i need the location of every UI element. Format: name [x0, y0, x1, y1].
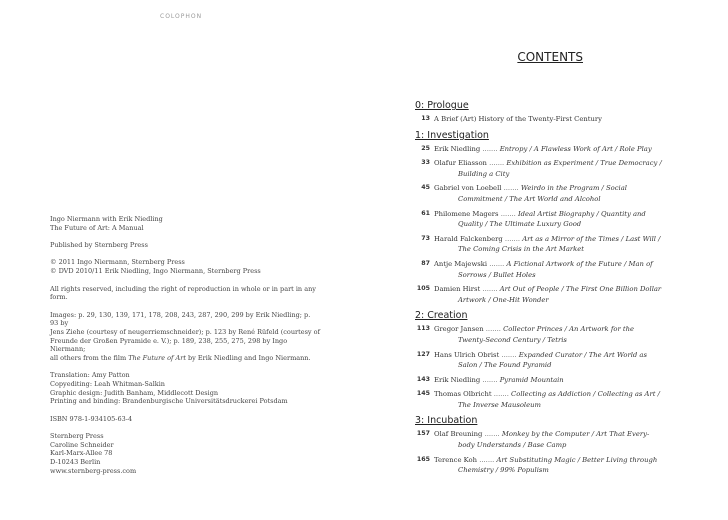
page-number: 13 [421, 115, 430, 122]
entry-text [430, 375, 695, 386]
entry-author: Harald Falckenberg [434, 234, 503, 243]
toc-entry [415, 375, 695, 386]
colophon-line: Graphic design: Judith Banham, Middlecott Design [50, 388, 219, 397]
leader-dots: ....... [477, 455, 497, 464]
entry-title: Art Out of People / The First One Billion Dollar [499, 285, 662, 294]
toc-entry [415, 158, 695, 179]
entry-author: A Brief (Art) History of the Twenty-First Century [434, 115, 602, 123]
images-prefix: all others from the film [50, 353, 129, 362]
entry-text [430, 324, 695, 345]
colophon-credits [50, 215, 320, 249]
entry-text [430, 183, 695, 204]
entry-title-continued: Sorrows / Bullet Holes [458, 270, 536, 279]
toc-section [415, 415, 695, 475]
leader-dots: ....... [480, 144, 500, 153]
colophon-isbn [50, 415, 320, 424]
colophon-line: Translation: Amy Patton [50, 371, 130, 380]
entry-title: Entropy / A Flawless Work of Art / Role Play [499, 144, 652, 153]
page-number: 33 [421, 159, 430, 167]
entry-text [430, 429, 695, 450]
address-line: Karl-Marx-Allee 78 [50, 449, 113, 458]
entry-title: Monkey by the Computer / Art That Every- [501, 430, 650, 439]
entry-author: Erik Niedling [434, 144, 481, 153]
toc-entry [415, 259, 695, 280]
entry-text [430, 114, 695, 125]
leader-dots: ....... [499, 350, 519, 359]
isbn: ISBN 978-1-934105-63-4 [50, 414, 133, 423]
toc-entry [415, 144, 695, 155]
entry-text [430, 209, 695, 230]
entry-author: Erik Niedling [434, 375, 481, 384]
running-head: COLOPHON [160, 13, 203, 20]
colophon-line [50, 354, 320, 363]
entry-title: Expanded Curator / The Art World as [518, 350, 647, 359]
address-line: D-10243 Berlin [50, 458, 101, 467]
entry-title: Ideal Artist Biography / Quantity and [518, 209, 646, 218]
entry-title-continued: The Coming Crisis in the Art Market [458, 245, 585, 254]
entry-author: Gabriel von Loebell [434, 184, 502, 193]
table-of-contents [415, 100, 695, 481]
section-title: 3: Incubation [415, 415, 478, 427]
colophon-line: © DVD 2010/11 Erik Niedling, Ingo Niermann, Sternberg Press [50, 266, 261, 275]
entry-title: Art Substituting Magic / Better Living through [496, 455, 658, 464]
leader-dots: ....... [487, 259, 507, 268]
entry-title-continued: Chemistry / 99% Populism [458, 466, 549, 475]
leader-dots: ....... [498, 209, 518, 218]
entry-title-continued: body Understands / Base Camp [458, 441, 567, 450]
leader-dots: ....... [480, 375, 500, 384]
page-number: 61 [421, 209, 430, 217]
colophon [50, 215, 320, 484]
entry-title: Art as a Mirror of the Times / Last Will / [522, 234, 661, 243]
leader-dots: ....... [483, 325, 504, 334]
entry-author: Olafur Eliasson [434, 159, 487, 168]
colophon-rights [50, 285, 320, 302]
entry-text [430, 234, 695, 255]
entry-title-continued: The Inverse Mausoleum [458, 400, 541, 409]
colophon-line: Jens Ziehe (courtesy of neugerriemschneider); p. 123 by René Rüfeld (courtesy of [50, 327, 320, 336]
toc-entry [415, 350, 695, 371]
leader-dots: ....... [480, 285, 500, 294]
film-title: The Future of Art [128, 353, 186, 362]
colophon-line: Images: p. 29, 130, 139, 171, 178, 208, 243, 287, 290, 299 by Erik Niedling; p. 93 by [50, 310, 311, 328]
entry-title: Weirdo in the Program / Social [520, 184, 627, 193]
entry-author: Damien Hirst [434, 285, 481, 294]
entry-title: Exhibition as Experiment / True Democracy / [506, 159, 662, 168]
page-number: 165 [416, 455, 430, 463]
leader-dots: ....... [482, 430, 502, 439]
entry-author: Thomas Olbricht [434, 390, 492, 399]
section-title: 1: Investigation [415, 129, 489, 141]
page-number: 145 [416, 390, 430, 398]
colophon-line: Freunde der Großen Pyramide e. V.); p. 189, 238, 255, 275, 298 by Ingo Niermann; [50, 336, 288, 354]
entry-title-continued: Twenty-Second Century / Tetris [458, 335, 567, 344]
colophon-line: Ingo Niermann with Erik Niedling [50, 215, 163, 223]
entry-text [430, 389, 695, 410]
page-number: 45 [421, 184, 430, 192]
entry-text [430, 284, 695, 305]
toc-entry [415, 429, 695, 450]
page-number: 105 [416, 285, 430, 293]
section-title: 2: Creation [415, 310, 468, 322]
colophon-line: Printing and binding: Brandenburgische Universitätsdruckerei Potsdam [50, 397, 288, 406]
toc-entry [415, 324, 695, 345]
entry-text [430, 259, 695, 280]
contents-title: CONTENTS [517, 50, 583, 64]
entry-author: Philomene Magers [434, 209, 499, 218]
entry-author: Antje Majewski [434, 259, 488, 268]
address-line: Caroline Schneider [50, 440, 114, 449]
website: www.sternberg-press.com [50, 466, 137, 475]
address-line: Sternberg Press [50, 432, 104, 441]
colophon-line: Copyediting: Leah Whitman-Salkin [50, 379, 165, 388]
toc-entry [415, 284, 695, 305]
leader-dots: ....... [501, 184, 521, 193]
entry-text [430, 350, 695, 371]
toc-entry [415, 389, 695, 410]
colophon-line: The Future of Art: A Manual [50, 223, 144, 232]
toc-section [415, 130, 695, 306]
entry-author: Terence Koh [434, 455, 478, 464]
page-number: 25 [421, 144, 430, 152]
page-number: 157 [416, 430, 430, 438]
colophon-production [50, 371, 320, 405]
entry-title: Pyramid Mountain [499, 375, 564, 384]
colophon-line: form. [50, 293, 68, 302]
entry-title-continued: Commitment / The Art World and Alcohol [458, 194, 601, 203]
colophon-images [50, 311, 320, 363]
entry-text [430, 455, 695, 476]
colophon-copyright [50, 258, 320, 275]
colophon-address [50, 432, 320, 475]
entry-author: Olaf Breuning [434, 430, 483, 439]
toc-entry [415, 455, 695, 476]
toc-entry [415, 234, 695, 255]
page-number: 113 [416, 325, 430, 333]
colophon-line: Published by Sternberg Press [50, 240, 148, 249]
toc-entry [415, 114, 695, 125]
section-title: 0: Prologue [415, 100, 469, 111]
colophon-line: All rights reserved, including the right of reproduction in whole or in part in any [50, 284, 316, 293]
entry-title-continued: Quality / The Ultimate Luxury Good [458, 220, 582, 229]
toc-entry [415, 209, 695, 230]
colophon-line: © 2011 Ingo Niermann, Sternberg Press [50, 258, 185, 267]
leader-dots: ....... [502, 234, 523, 243]
entry-text [430, 158, 695, 179]
leader-dots: ....... [491, 390, 512, 399]
entry-title-continued: Artwork / One-Hit Wonder [458, 295, 549, 304]
page-number: 143 [416, 375, 430, 383]
entry-title-continued: Salon / The Found Pyramid [458, 361, 552, 370]
colophon-line [50, 232, 320, 241]
leader-dots: ....... [486, 159, 507, 168]
toc-entry [415, 183, 695, 204]
toc-section [415, 100, 695, 125]
page-number: 87 [421, 259, 430, 267]
entry-text [430, 144, 695, 155]
toc-section [415, 310, 695, 410]
page-number: 127 [416, 350, 430, 358]
entry-title: A Fictional Artwork of the Future / Man of [506, 259, 653, 268]
entry-author: Gregor Jansen [434, 325, 484, 334]
entry-title: Collecting as Addiction / Collecting as Art / [511, 390, 660, 399]
entry-title-continued: Building a City [458, 169, 510, 178]
entry-author: Hans Ulrich Obrist [434, 350, 500, 359]
images-suffix: by Erik Niedling and Ingo Niermann. [185, 353, 311, 362]
page-number: 73 [421, 234, 430, 242]
entry-title: Collector Princes / An Artwork for the [503, 325, 634, 334]
